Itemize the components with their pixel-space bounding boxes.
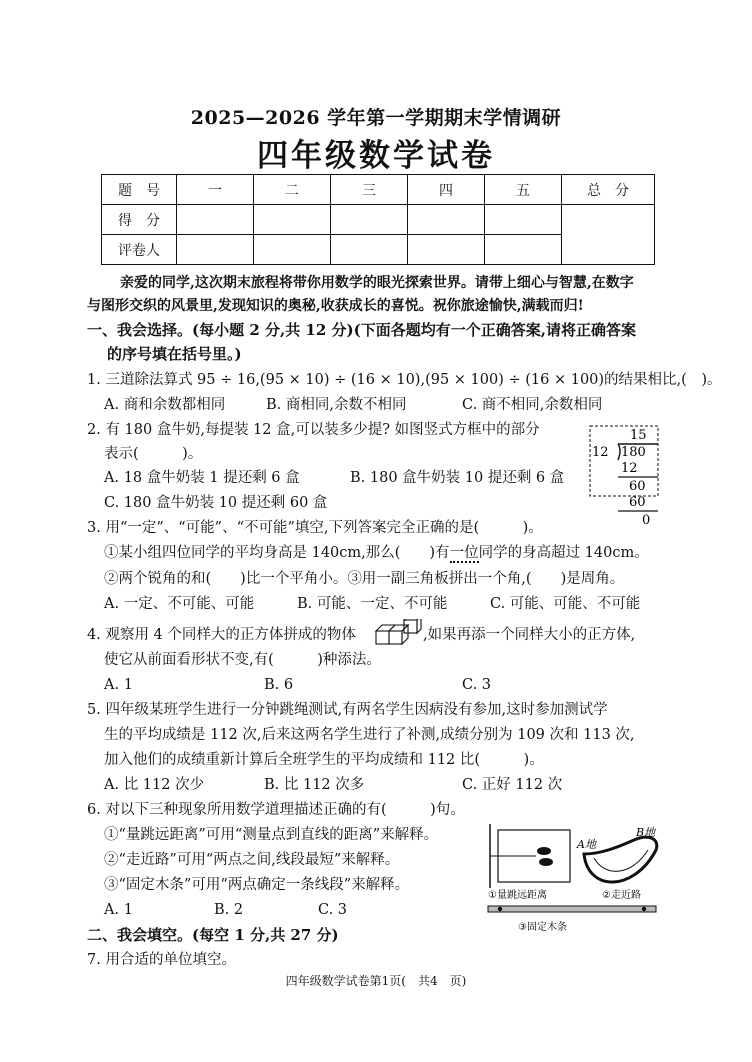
table-header: 二: [254, 175, 331, 205]
exam-title-line1: 2025—2026 学年第一学期期末学情调研: [190, 107, 562, 129]
table-header: 五: [485, 175, 562, 205]
table-header: 题 号: [102, 175, 177, 205]
grader-cell[interactable]: [485, 235, 562, 265]
q5-option-c[interactable]: C. 正好 112 次: [462, 777, 563, 793]
table-header: 三: [331, 175, 408, 205]
q5-stem-cont: 加入他们的成绩重新计算后全班学生的平均成绩和 112 比( )。: [104, 752, 544, 768]
fig1-caption: ①量跳远距离: [488, 890, 547, 901]
q6-sub3: ③“固定木条”可用“两点确定一条线段”来解释。: [104, 877, 410, 893]
q1-option-b[interactable]: B. 商相同,余数不相同: [266, 397, 407, 413]
q5-option-a[interactable]: A. 比 112 次少: [104, 777, 205, 793]
point-a-label: A地: [577, 838, 596, 851]
page-footer: 四年级数学试卷第1页( 共4 页): [285, 974, 467, 988]
division-step2: 60: [629, 479, 646, 494]
point-b-label: B地: [636, 826, 656, 839]
wooden-strip: [488, 906, 656, 912]
q6-sub2: ②“走近路”可用“两点之间,线段最短”来解释。: [104, 852, 400, 868]
division-step1: 12: [621, 461, 638, 476]
division-remainder: 0: [642, 513, 651, 526]
score-cell[interactable]: [177, 205, 254, 235]
q1-stem: 1. 三道除法算式 95 ÷ 16,(95 × 10) ÷ (16 × 10),(95 × 100) ÷ (16 × 100)的结果相比,( )。: [87, 372, 722, 388]
section1-title-cont: 的序号填在括号里。): [107, 345, 242, 363]
q2-option-c[interactable]: C. 180 盒牛奶装 10 提还剩 60 盒: [104, 495, 328, 511]
section1-title: 一、我会选择。(每小题 2 分,共 12 分)(下面各题均有一个正确答案,请将正确答案: [87, 321, 636, 339]
q2-stem-cont: 表示( )。: [104, 446, 203, 462]
q3-sub2: ②两个锐角的和( )比一个平角小。③用一副三角板拼出一个角,( )是周角。: [104, 571, 625, 587]
row-label-score: 得 分: [102, 205, 177, 235]
q3-option-b[interactable]: B. 可能、一定、不可能: [297, 596, 448, 612]
q3-sub1-emphasis: 一位: [449, 545, 479, 561]
fig2-caption: ②走近路: [602, 890, 641, 901]
inner-road: [594, 850, 648, 871]
cube-figure: [374, 619, 422, 647]
section2-title: 二、我会填空。(每空 1 分,共 27 分): [87, 926, 339, 944]
q3-sub1-pre: ①某小组四位同学的平均身高是 140cm,那么( )有: [104, 545, 450, 561]
q4-stem-cont: ,如果再添一个同样大小的正方体,: [423, 627, 636, 643]
footprint-icon: [537, 847, 551, 855]
score-cell[interactable]: [254, 205, 331, 235]
intro-line: 与图形交织的风景里,发现知识的奥秘,收获成长的喜悦。祝你旅途愉快,满载而归!: [87, 298, 584, 314]
q7-stem: 7. 用合适的单位填空。: [87, 952, 236, 968]
q5-option-b[interactable]: B. 比 112 次多: [264, 777, 365, 793]
division-quotient: 15: [630, 428, 647, 443]
q2-option-a[interactable]: A. 18 盒牛奶装 1 提还剩 6 盒: [104, 470, 300, 486]
q2-option-b[interactable]: B. 180 盒牛奶装 10 提还剩 6 盒: [350, 470, 565, 486]
footprint-icon: [539, 858, 553, 866]
q4-option-a[interactable]: A. 1: [104, 677, 133, 693]
division-divisor: 12: [592, 445, 609, 460]
q6-stem: 6. 对以下三种现象所用数学道理描述正确的有( )句。: [87, 802, 465, 818]
q5-stem: 5. 四年级某班学生进行一分钟跳绳测试,有两名学生因病没有参加,这时参加测试学: [87, 702, 608, 718]
row-label-grader: 评卷人: [102, 235, 177, 265]
q3-option-c[interactable]: C. 可能、可能、不可能: [490, 596, 641, 612]
q4-option-b[interactable]: B. 6: [264, 677, 294, 693]
table-header: 一: [177, 175, 254, 205]
long-division-figure: [588, 424, 660, 526]
total-score-cell[interactable]: [562, 205, 655, 265]
grader-cell[interactable]: [331, 235, 408, 265]
q3-sub1: [104, 543, 649, 563]
q6-option-a[interactable]: A. 1: [104, 902, 133, 918]
q1-option-c[interactable]: C. 商不相同,余数相同: [462, 397, 603, 413]
score-table: [101, 174, 655, 265]
q6-option-c[interactable]: C. 3: [318, 902, 348, 918]
score-cell[interactable]: [331, 205, 408, 235]
table-header: 四: [408, 175, 485, 205]
q6-sub1: ①“量跳远距离”可用“测量点到直线的距离”来解释。: [104, 827, 439, 843]
q4-stem-line2: 使它从前面看形状不变,有( )种添法。: [104, 652, 381, 668]
division-step3: 60: [629, 495, 646, 510]
score-cell[interactable]: [485, 205, 562, 235]
q6-figures: [484, 820, 674, 938]
q4-option-c[interactable]: C. 3: [462, 677, 492, 693]
q5-stem-cont: 生的平均成绩是 112 次,后来这两名学生进行了补测,成绩分别为 109 次和 113 次,: [104, 727, 635, 743]
grader-cell[interactable]: [254, 235, 331, 265]
grader-cell[interactable]: [177, 235, 254, 265]
nail-icon: [498, 907, 502, 911]
division-bracket: [618, 444, 620, 460]
q4-stem: 4. 观察用 4 个同样大的正方体拼成的物体: [87, 627, 356, 643]
fig3-caption: ③固定木条: [518, 922, 567, 933]
q3-option-a[interactable]: A. 一定、不可能、可能: [104, 596, 255, 612]
q3-stem: 3. 用“一定”、“可能”、“不可能”填空,下列答案完全正确的是( )。: [87, 520, 543, 536]
division-dividend: 180: [621, 445, 646, 460]
intro-line: 亲爱的同学,这次期末旅程将带你用数学的眼光探索世界。请带上细心与智慧,在数字: [120, 275, 634, 291]
q2-stem: 2. 有 180 盒牛奶,每提装 12 盒,可以装多少提? 如图竖式方框中的部分: [87, 422, 540, 438]
nail-icon: [642, 907, 646, 911]
q1-option-a[interactable]: A. 商和余数都相同: [104, 397, 226, 413]
grader-cell[interactable]: [408, 235, 485, 265]
table-header: 总 分: [562, 175, 655, 205]
score-cell[interactable]: [408, 205, 485, 235]
q3-sub1-post: 同学的身高超过 140cm。: [478, 545, 649, 561]
exam-title-line2: 四年级数学试卷: [257, 138, 495, 174]
q6-option-b[interactable]: B. 2: [214, 902, 244, 918]
